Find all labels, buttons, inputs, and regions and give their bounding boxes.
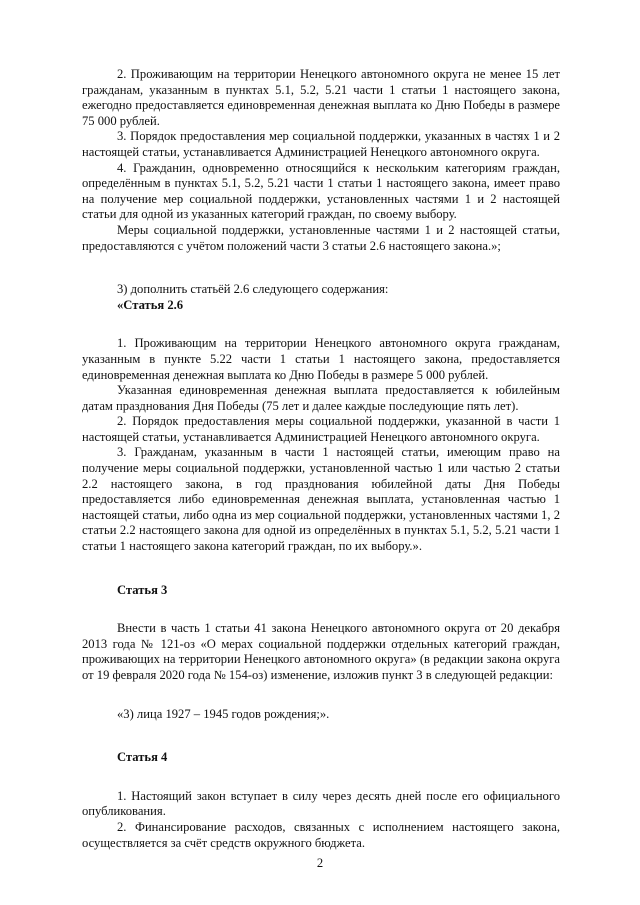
article-2-6-part-3: 3. Гражданам, указанным в части 1 настоящей статьи, имеющим право на получение меры социальной поддержки, установленной частью 1 или частью 2 статьи 2.2 настоящего закона, в год празднования юбилейной даты Дня Победы предоставляется либо единовременная денежная выплата, установленная частью 1 настоящей статьи, либо одна из мер социальной поддержки, установленных частями 1, 2 статьи 2.2 настоящего закона для одной из определённых в пунктах 5.1, 5.2, 5.21 части 1 статьи 1 настоящего закона категорий граждан, по их выбору.». [82, 445, 560, 554]
paragraph-2-residents-75000: 2. Проживающим на территории Ненецкого автономного округа не менее 15 лет гражданам, указанным в пунктах 5.1, 5.2, 5.21 части 1 статьи 1 настоящего закона, ежегодно предоставляется единовременная денежная выплата ко Дню Победы в размере 75 000 рублей. [82, 67, 560, 128]
article-3-text: Внести в часть 1 статьи 41 закона Ненецкого автономного округа от 20 декабря 2013 года № 121-оз «О мерах социальной поддержки отдельных категорий граждан, проживающих на территории Ненецкого автономного округа» (в редакции закона округа от 19 февраля 2020 года № 154-оз) изменение, изложив пункт 3 в следующей редакции: [82, 621, 560, 682]
document-body [82, 67, 560, 851]
article-4-part-2: 2. Финансирование расходов, связанных с исполнением настоящего закона, осуществляется за счёт средств окружного бюджета. [82, 819, 560, 850]
article-4-part-1: 1. Настоящий закон вступает в силу через десять дней после его официального опубликования. [82, 788, 560, 819]
amendment-item-3: 3) дополнить статьёй 2.6 следующего содержания: [117, 282, 389, 297]
article-3-quote: «3) лица 1927 – 1945 годов рождения;». [117, 706, 330, 721]
paragraph-4-multiple-categories: 4. Гражданин, одновременно относящийся к нескольким категориям граждан, определённым в пунктах 5.1, 5.2, 5.21 части 1 статьи 1 настоящего закона, имеет право на получение мер социальной поддержки, установленных частями 1 и 2 настоящей статьи для одной из указанных категорий граждан, по своему выбору. [82, 160, 560, 222]
article-2-6-heading: «Статья 2.6 [117, 297, 184, 312]
article-2-6-part-2: 2. Порядок предоставления меры социальной поддержки, указанной в части 1 настоящей статьи, устанавливается Администрацией Ненецкого автономного округа. [82, 414, 560, 444]
article-3-heading: Статья 3 [117, 582, 168, 597]
article-2-6-part-1: 1. Проживающим на территории Ненецкого автономного округа гражданам, указанным в пункте 5.22 части 1 статьи 1 настоящего закона, предоставляется единовременная денежная выплата ко Дню Победы в размере 5 000 рублей. [82, 336, 560, 382]
article-4-heading: Статья 4 [117, 750, 168, 765]
paragraph-measures-note: Меры социальной поддержки, установленные частями 1 и 2 настоящей статьи, предоставляются с учётом положений части 3 статьи 2.6 настоящего закона.»; [82, 222, 560, 253]
page-number: 2 [316, 856, 324, 870]
article-2-6-jubilee-note: Указанная единовременная денежная выплата предоставляется к юбилейным датам празднования Дня Победы (75 лет и далее каждые последующие пять лет). [82, 383, 560, 413]
paragraph-3-procedure: 3. Порядок предоставления мер социальной поддержки, указанных в частях 1 и 2 настоящей статьи, устанавливается Администрацией Ненецкого автономного округа. [82, 129, 560, 159]
